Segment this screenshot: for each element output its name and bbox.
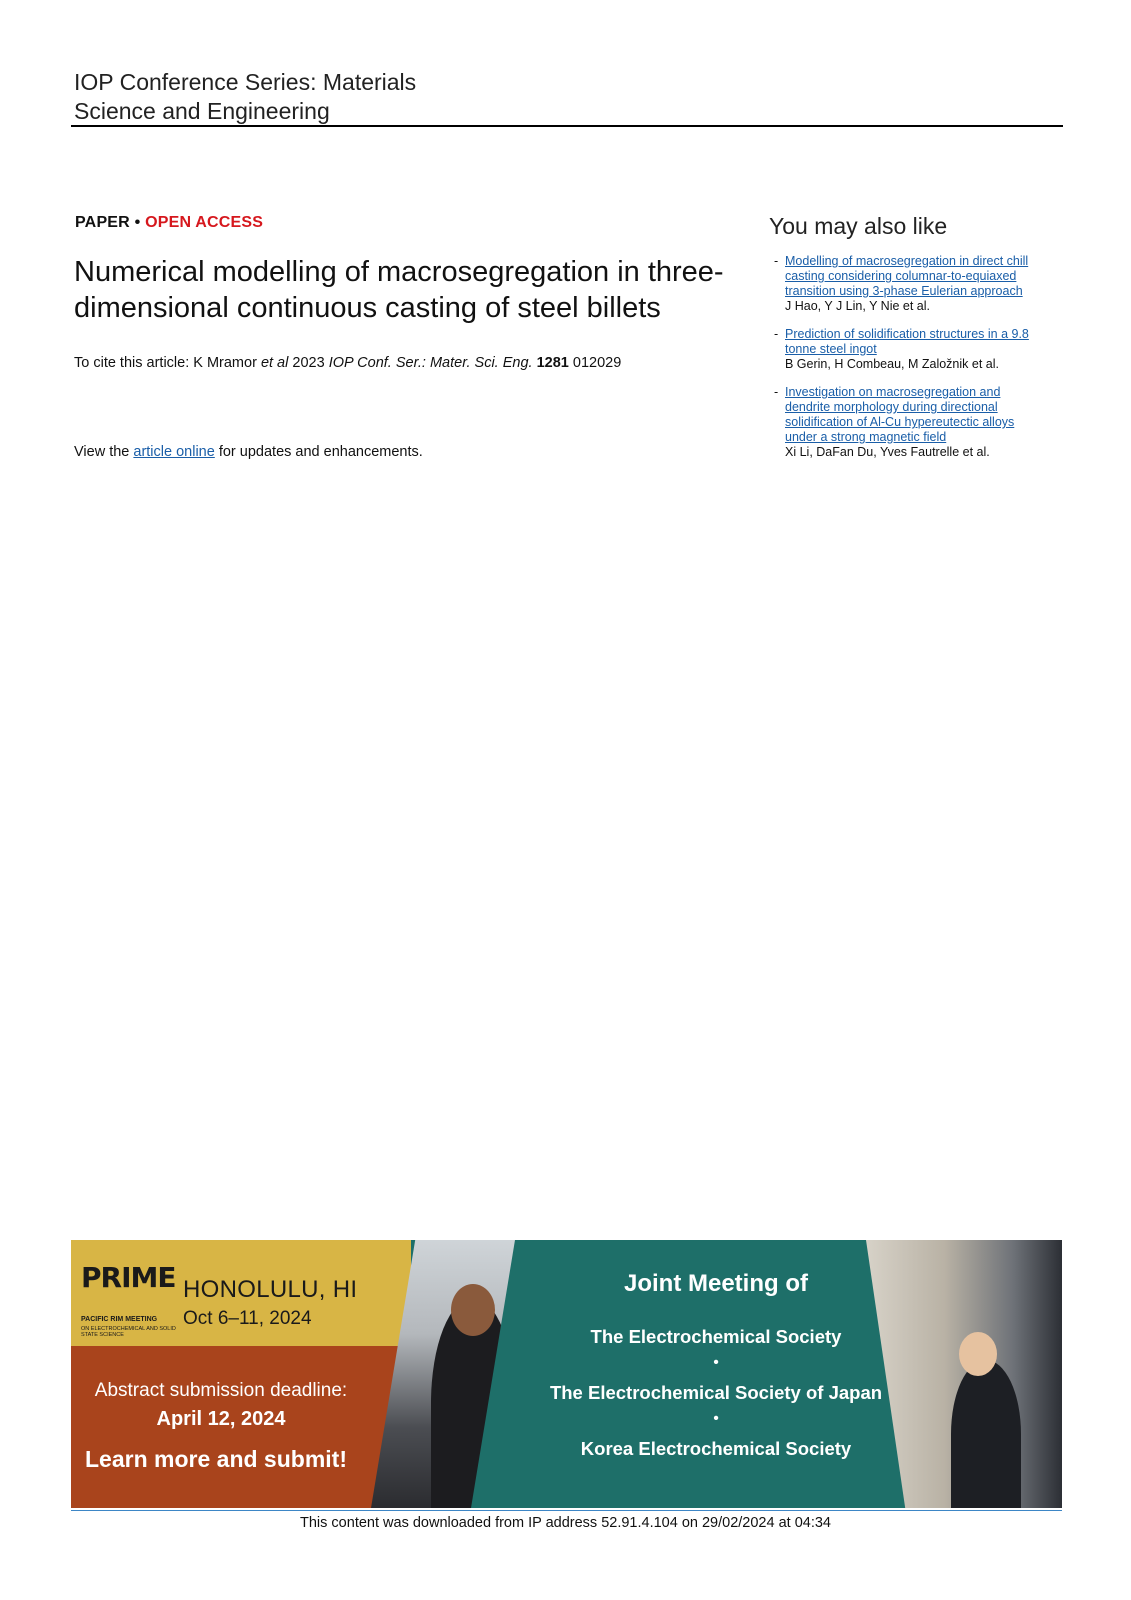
citation-line [74, 355, 621, 371]
banner-deadline-date: April 12, 2024 [156, 1408, 286, 1430]
view-online-line [74, 444, 423, 460]
conference-ad-banner[interactable] [71, 1240, 1062, 1508]
citation-year: 2023 [288, 355, 329, 371]
paper-type: PAPER [75, 214, 130, 231]
banner-society: The Electrochemical Society of Japan [549, 1382, 883, 1403]
related-item-authors: Xi Li, DaFan Du, Yves Fautrelle et al. [785, 445, 990, 459]
related-item: - Prediction of solidification structures in a 9.8 tonne steel ingot B Gerin, H Combeau, M Založnik et al. [769, 327, 1047, 372]
banner-photo-person-head [451, 1284, 495, 1336]
view-online-suffix: for updates and enhancements. [214, 444, 423, 460]
banner-city: HONOLULU, HI [183, 1276, 358, 1303]
related-item-link[interactable]: Prediction of solidification structures in a 9.8 tonne steel ingot [785, 327, 1029, 356]
tag-separator: • [134, 214, 141, 231]
article-online-link[interactable]: article online [133, 444, 215, 460]
banner-photo-person [951, 1360, 1021, 1508]
banner-joint-heading: Joint Meeting of [624, 1270, 808, 1297]
prime-logo [81, 1252, 176, 1338]
banner-society: Korea Electrochemical Society [580, 1438, 852, 1459]
banner-cta[interactable]: Learn more and submit! [85, 1446, 347, 1472]
open-access-badge: OPEN ACCESS [145, 214, 264, 231]
header-rule [71, 125, 1063, 127]
citation-etal: et al [260, 355, 289, 371]
banner-society: The Electrochemical Society [590, 1326, 842, 1347]
banner-rule [71, 1510, 1062, 1511]
related-item: - Investigation on macrosegregation and dendrite morphology during directional solidification of Al-Cu hypereutectic alloys under a strong magnetic field Xi Li, DaFan Du, Yves Fautrelle et al. [769, 385, 1047, 460]
journal-title-line1: IOP Conference Series: Materials [74, 69, 417, 95]
prime-logo-word: PRIME [81, 1261, 176, 1294]
related-item: - Modelling of macrosegregation in direct chill casting considering columnar-to-equiaxed transition using 3-phase Eulerian approach J Hao, Y J Lin, Y Nie et al. [769, 254, 1047, 314]
related-item-authors: B Gerin, H Combeau, M Založnik et al. [785, 357, 999, 371]
related-item-authors: J Hao, Y J Lin, Y Nie et al. [785, 299, 930, 313]
journal-title-line2: Science and Engineering [74, 98, 330, 124]
journal-header [74, 68, 1064, 126]
article-title: Numerical modelling of macrosegregation in three-dimensional continuous casting of steel billets [74, 256, 724, 324]
banner-bullet: • [713, 1354, 719, 1371]
citation-article-number: 012029 [568, 355, 622, 371]
paper-type-tag [75, 214, 263, 232]
citation-journal: IOP Conf. Ser.: Mater. Sci. Eng. [328, 355, 533, 371]
view-online-prefix: View the [74, 444, 134, 460]
citation-volume: 1281 [536, 355, 569, 371]
prime-logo-line2: ON ELECTROCHEMICAL AND SOLID STATE SCIENCE [81, 1326, 176, 1338]
related-item-link[interactable]: Modelling of macrosegregation in direct chill casting considering columnar-to-equiaxed transition using 3-phase Eulerian approach [785, 254, 1029, 298]
banner-photo-person-head [959, 1332, 997, 1376]
prime-logo-line1: PACIFIC RIM MEETING [81, 1316, 158, 1323]
citation-prefix: To cite this article: K Mramor [74, 355, 261, 371]
banner-bullet: • [713, 1410, 719, 1427]
banner-deadline-label: Abstract submission deadline: [94, 1380, 348, 1401]
download-note: This content was downloaded from IP address 52.91.4.104 on 29/02/2024 at 04:34 [300, 1515, 831, 1531]
related-heading: You may also like [769, 213, 948, 239]
banner-dates: Oct 6–11, 2024 [183, 1308, 312, 1329]
related-item-link[interactable]: Investigation on macrosegregation and dendrite morphology during directional solidification of Al-Cu hypereutectic alloys under a strong magnetic field [785, 385, 1015, 444]
related-articles-panel [769, 213, 1069, 473]
journal-title [74, 68, 494, 126]
